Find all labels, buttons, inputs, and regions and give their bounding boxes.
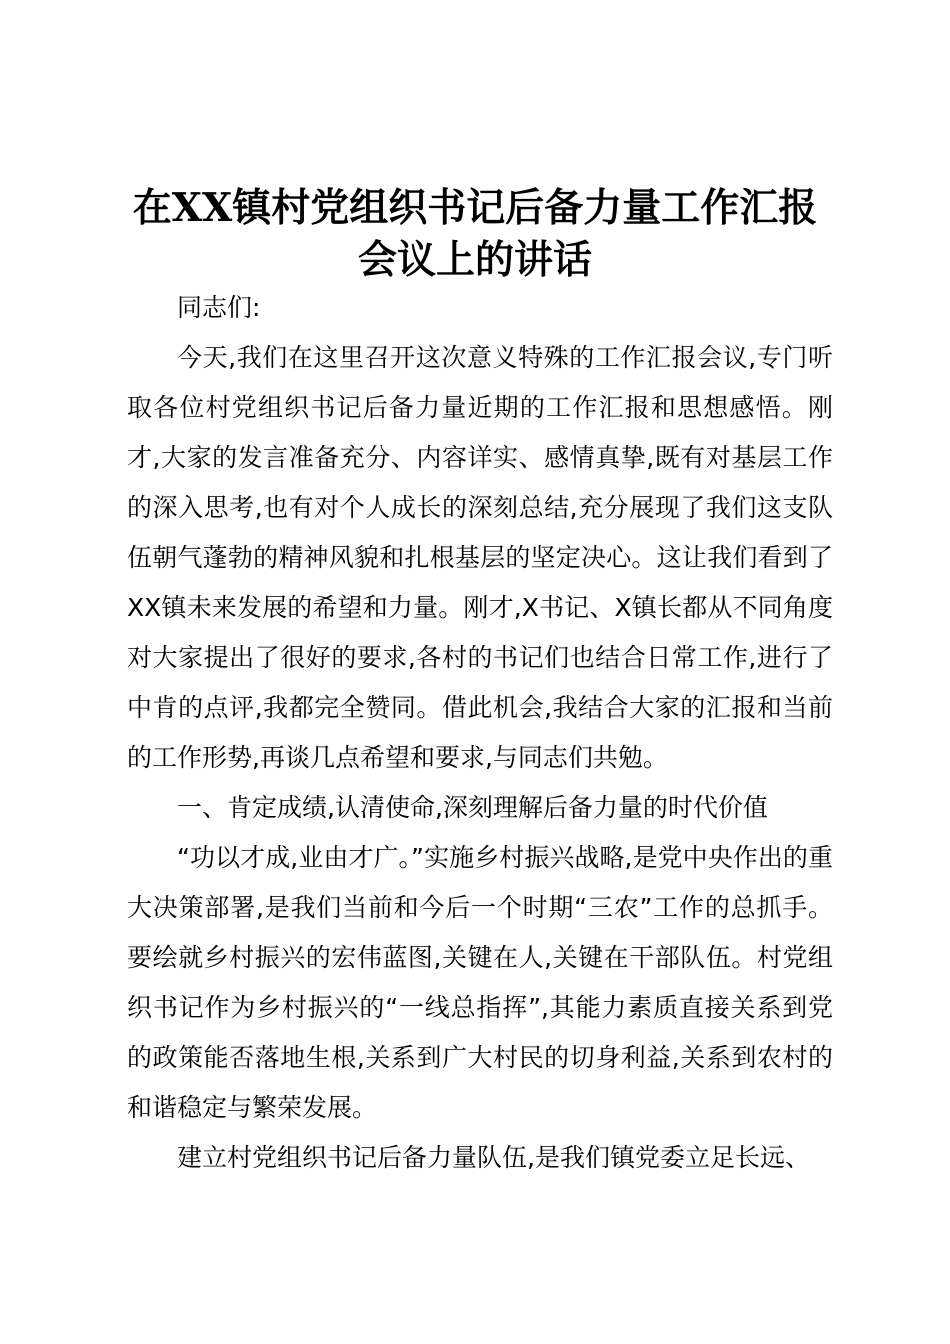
document-body <box>127 283 833 1183</box>
salutation: 同志们: <box>177 293 261 322</box>
section-heading: 一、肯定成绩,认清使命,深刻理解后备力量的时代价值 <box>177 793 768 822</box>
body-paragraph: 今天,我们在这里召开这次意义特殊的工作汇报会议,专门听取各位村党组织书记后备力量近期的工作汇报和思想感悟。刚才,大家的发言准备充分、内容详实、感情真挚,既有对基层工作的深入思考,也有对个人成长的深刻总结,充分展现了我们这支队伍朝气蓬勃的精神风貌和扎根基层的坚定决心。这让我们看到了XX镇未来发展的希望和力量。刚才,X书记、X镇长都从不同角度对大家提出了很好的要求,各村的书记们也结合日常工作,进行了中肯的点评,我都完全赞同。借此机会,我结合大家的汇报和当前的工作形势,再谈几点希望和要求,与同志们共勉。 <box>127 343 833 772</box>
body-paragraph: 建立村党组织书记后备力量队伍,是我们镇党委立足长远、 <box>177 1143 810 1172</box>
document-title: 在XX镇村党组织书记后备力量工作汇报会议上的讲话 <box>132 185 818 283</box>
body-paragraph: “功以才成,业由才广。”实施乡村振兴战略,是党中央作出的重大决策部署,是我们当前和今后一个时期“三农”工作的总抓手。要绘就乡村振兴的宏伟蓝图,关键在人,关键在干部队伍。村党组织书记作为乡村振兴的“一线总指挥”,其能力素质直接关系到党的政策能否落地生根,关系到广大村民的切身利益,关系到农村的和谐稳定与繁荣发展。 <box>127 843 833 1122</box>
